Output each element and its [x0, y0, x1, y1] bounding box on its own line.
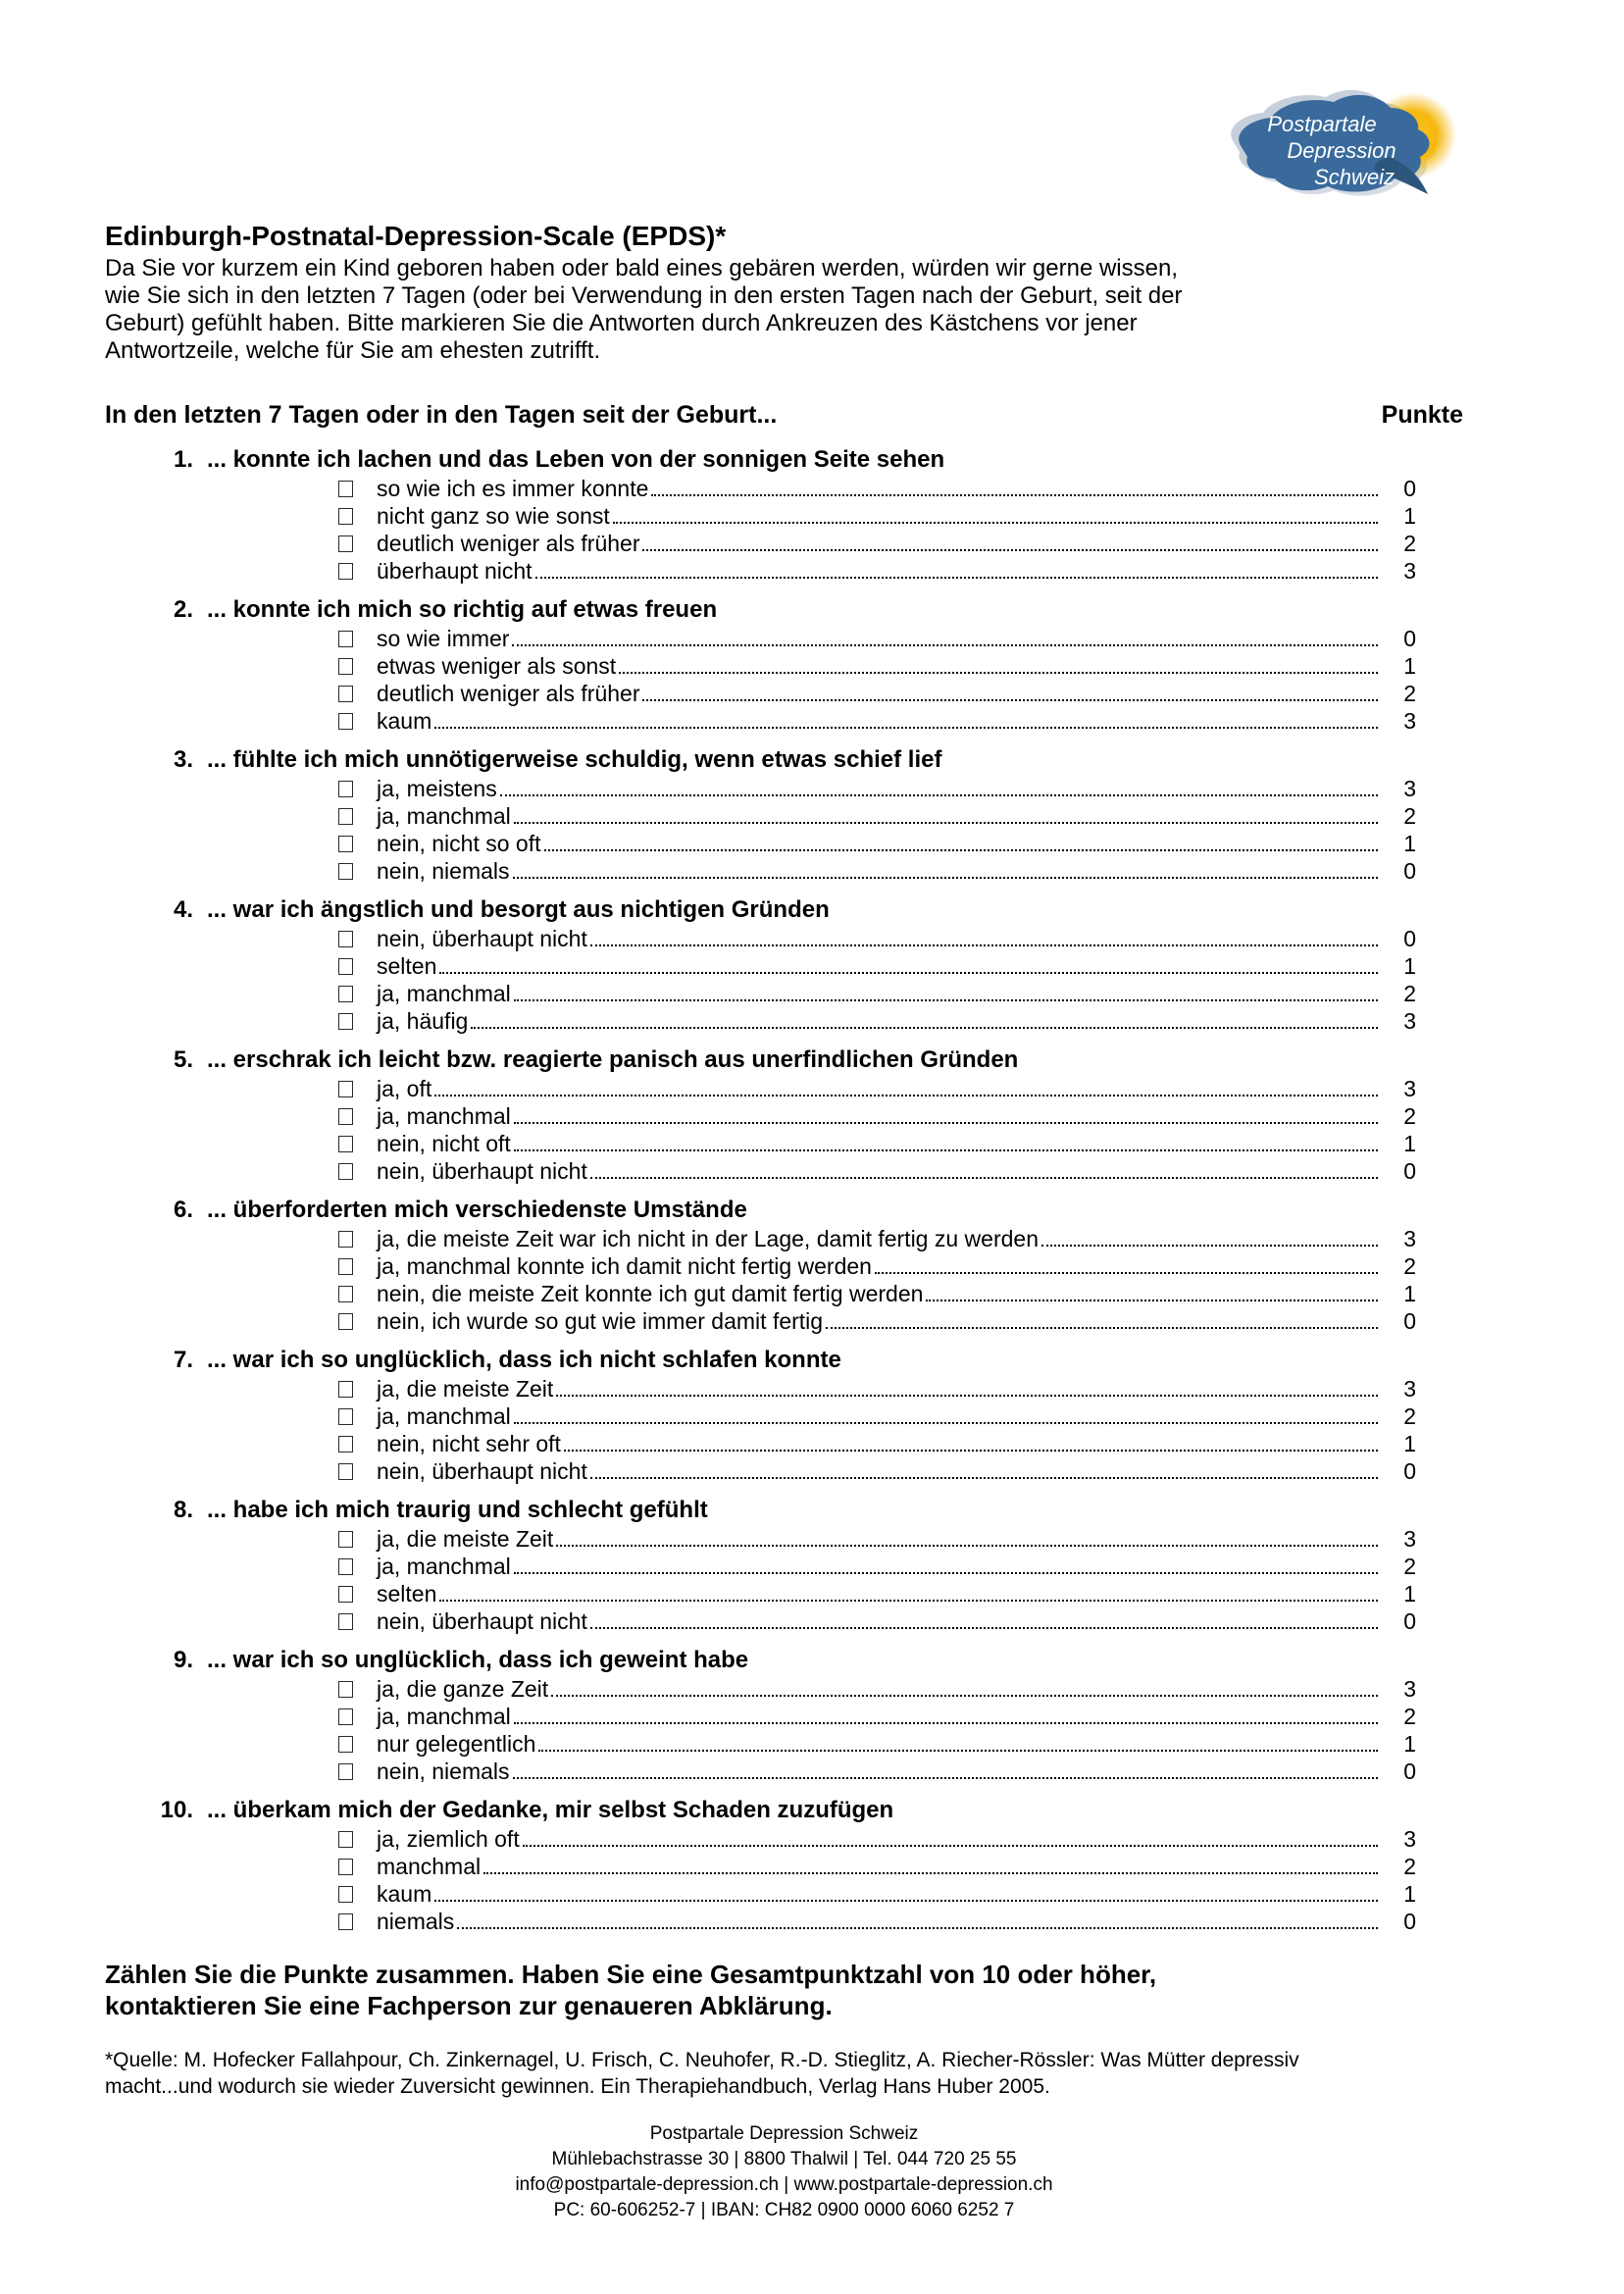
question-title: ... fühlte ich mich unnötigerweise schuldig, wenn etwas schief lief [207, 746, 942, 773]
option-label: nein, nicht so oft [377, 831, 541, 856]
question [105, 595, 1463, 735]
option-points: 2 [1403, 981, 1416, 1006]
answer-option-row [338, 775, 1416, 802]
dotted-leader [513, 877, 1378, 879]
option-checkbox[interactable] [338, 481, 353, 497]
footnote-line: macht...und wodurch sie wieder Zuversicht gewinnen. Ein Therapiehandbuch, Verlag Hans Huber 2005. [105, 2075, 1050, 2098]
option-label: nur gelegentlich [377, 1731, 536, 1757]
option-label: ja, die meiste Zeit [377, 1376, 554, 1402]
dotted-leader [826, 1327, 1378, 1329]
question-number: 10. [160, 1797, 193, 1823]
logo-line-3: Schweiz [1314, 165, 1395, 189]
answer-option-row [338, 475, 1416, 502]
option-points: 0 [1403, 476, 1416, 501]
dotted-leader [514, 1722, 1378, 1724]
option-points: 1 [1403, 953, 1416, 979]
option-points: 1 [1403, 653, 1416, 679]
answer-option-row [338, 1307, 1416, 1335]
page-title: Edinburgh-Postnatal-Depression-Scale (EPDS)* [105, 221, 727, 251]
option-label: deutlich weniger als früher [377, 681, 640, 706]
question-title: ... erschrak ich leicht bzw. reagierte panisch aus unerfindlichen Gründen [207, 1046, 1019, 1073]
option-checkbox[interactable] [338, 1763, 353, 1780]
question-title: ... war ich ängstlich und besorgt aus nichtigen Gründen [207, 896, 830, 923]
option-points: 3 [1403, 1826, 1416, 1852]
answer-option-row [338, 502, 1416, 530]
dotted-leader [590, 1477, 1378, 1479]
footer-line: info@postpartale-depression.ch | www.postpartale-depression.ch [515, 2174, 1053, 2195]
option-checkbox[interactable] [338, 1313, 353, 1330]
option-checkbox[interactable] [338, 1586, 353, 1603]
question-options [105, 1675, 1463, 1785]
option-checkbox[interactable] [338, 836, 353, 852]
option-checkbox[interactable] [338, 1013, 353, 1030]
dotted-leader [613, 522, 1378, 524]
option-checkbox[interactable] [338, 1286, 353, 1302]
answer-option-row [338, 1675, 1416, 1703]
option-checkbox[interactable] [338, 1859, 353, 1875]
option-checkbox[interactable] [338, 986, 353, 1002]
question-number: 9. [173, 1647, 193, 1673]
option-points: 0 [1403, 1158, 1416, 1184]
question-number: 3. [173, 746, 193, 773]
option-checkbox[interactable] [338, 1831, 353, 1848]
dotted-leader [875, 1272, 1378, 1274]
option-label: überhaupt nicht [377, 558, 533, 584]
option-checkbox[interactable] [338, 1258, 353, 1275]
option-points: 2 [1403, 1704, 1416, 1729]
option-label: ja, häufig [377, 1008, 469, 1034]
option-points: 0 [1403, 858, 1416, 884]
intro-line: Da Sie vor kurzem ein Kind geboren haben oder bald eines gebären werden, würden wir gerne wissen, [105, 255, 1178, 281]
option-points: 2 [1403, 531, 1416, 556]
dotted-leader [514, 1572, 1378, 1574]
intro-line: wie Sie sich in den letzten 7 Tagen (oder bei Verwendung in den ersten Tagen nach der Geburt, seit der [105, 282, 1183, 309]
option-label: ja, manchmal konnte ich damit nicht fertig werden [377, 1253, 872, 1279]
questions [105, 445, 1463, 1935]
dotted-leader [514, 1122, 1378, 1124]
option-points: 2 [1403, 1854, 1416, 1879]
option-label: nein, überhaupt nicht [377, 1458, 587, 1484]
option-checkbox[interactable] [338, 1163, 353, 1180]
dotted-leader [471, 1027, 1378, 1029]
option-points: 2 [1403, 1403, 1416, 1429]
question-number: 4. [173, 896, 193, 923]
dotted-leader [590, 944, 1378, 946]
question [105, 1196, 1463, 1335]
question-options [105, 625, 1463, 735]
option-points: 1 [1403, 831, 1416, 856]
dotted-leader [551, 1695, 1378, 1697]
dotted-leader [512, 644, 1378, 646]
option-label: ja, manchmal [377, 1704, 511, 1729]
option-label: ja, manchmal [377, 803, 511, 829]
logo-line-1: Postpartale [1267, 112, 1377, 136]
intro-line: Antwortzeile, welche für Sie am ehesten zutrifft. [105, 337, 601, 364]
answer-option-row [338, 925, 1416, 952]
question-options [105, 1525, 1463, 1635]
answer-option-row [338, 1553, 1416, 1580]
intro-paragraph [105, 255, 1463, 365]
question [105, 445, 1463, 585]
source-footnote [105, 2047, 1463, 2100]
answer-option-row [338, 980, 1416, 1007]
option-points: 0 [1403, 1458, 1416, 1484]
dotted-leader [535, 577, 1378, 579]
option-points: 1 [1403, 1131, 1416, 1156]
option-checkbox[interactable] [338, 1736, 353, 1753]
option-checkbox[interactable] [338, 1913, 353, 1930]
option-checkbox[interactable] [338, 781, 353, 797]
dotted-leader [434, 1900, 1378, 1902]
question [105, 1045, 1463, 1185]
dotted-leader [556, 1545, 1378, 1547]
option-label: ja, ziemlich oft [377, 1826, 520, 1852]
option-checkbox[interactable] [338, 1531, 353, 1548]
dotted-leader [439, 972, 1378, 974]
option-checkbox[interactable] [338, 1681, 353, 1698]
answer-option-row [338, 1102, 1416, 1130]
option-points: 0 [1403, 1759, 1416, 1784]
answer-option-row [338, 1007, 1416, 1035]
logo-line-2: Depression [1287, 138, 1396, 163]
question [105, 895, 1463, 1035]
option-points: 3 [1403, 1526, 1416, 1552]
option-points: 1 [1403, 1731, 1416, 1757]
option-points: 2 [1403, 803, 1416, 829]
dotted-leader [434, 727, 1378, 729]
question [105, 1346, 1463, 1485]
dotted-leader [500, 794, 1378, 796]
option-label: nein, niemals [377, 1759, 510, 1784]
answer-option-row [338, 1457, 1416, 1485]
answer-option-row [338, 1730, 1416, 1758]
option-checkbox[interactable] [338, 1436, 353, 1453]
question-number: 5. [173, 1046, 193, 1073]
option-label: nein, überhaupt nicht [377, 1158, 587, 1184]
footer-line: Mühlebachstrasse 30 | 8800 Thalwil | Tel. 044 720 25 55 [551, 2149, 1017, 2169]
option-points: 3 [1403, 558, 1416, 584]
option-label: nein, die meiste Zeit konnte ich gut damit fertig werden [377, 1281, 924, 1306]
option-checkbox[interactable] [338, 563, 353, 580]
answer-option-row [338, 1703, 1416, 1730]
answer-option-row [338, 1280, 1416, 1307]
answer-option-row [338, 707, 1416, 735]
option-checkbox[interactable] [338, 1231, 353, 1248]
answer-option-row [338, 1430, 1416, 1457]
option-points: 2 [1403, 1103, 1416, 1129]
answer-option-row [338, 1758, 1416, 1785]
option-label: nein, nicht oft [377, 1131, 511, 1156]
option-label: etwas weniger als sonst [377, 653, 617, 679]
answer-option-row [338, 1402, 1416, 1430]
question-title: ... konnte ich lachen und das Leben von der sonnigen Seite sehen [207, 446, 945, 473]
points-column-header: Punkte [1381, 401, 1463, 429]
dotted-leader [483, 1872, 1378, 1874]
option-label: selten [377, 1581, 437, 1606]
question-options [105, 925, 1463, 1035]
option-points: 2 [1403, 681, 1416, 706]
dotted-leader [523, 1845, 1378, 1847]
dotted-leader [514, 999, 1378, 1001]
question-number: 7. [173, 1347, 193, 1373]
question [105, 1796, 1463, 1935]
option-label: nicht ganz so wie sonst [377, 503, 610, 529]
question-title: ... war ich so unglücklich, dass ich geweint habe [207, 1647, 749, 1673]
option-label: ja, manchmal [377, 1103, 511, 1129]
dotted-leader [514, 1149, 1378, 1151]
option-points: 0 [1403, 1909, 1416, 1934]
option-points: 1 [1403, 1281, 1416, 1306]
intro-line: Geburt) gefühlt haben. Bitte markieren Sie die Antworten durch Ankreuzen des Kästchens vor jener [105, 310, 1138, 336]
option-points: 1 [1403, 1881, 1416, 1907]
answer-option-row [338, 530, 1416, 557]
option-checkbox[interactable] [338, 958, 353, 975]
option-points: 3 [1403, 1008, 1416, 1034]
answer-option-row [338, 1075, 1416, 1102]
closing-line: Zählen Sie die Punkte zusammen. Haben Sie eine Gesamtpunktzahl von 10 oder höher, [105, 1960, 1157, 1989]
option-label: nein, überhaupt nicht [377, 926, 587, 951]
question [105, 1646, 1463, 1785]
footer-line: PC: 60-606252-7 | IBAN: CH82 0900 0000 6060 6252 7 [553, 2200, 1015, 2220]
option-checkbox[interactable] [338, 931, 353, 947]
question-title: ... war ich so unglücklich, dass ich nicht schlafen konnte [207, 1347, 841, 1373]
question [105, 1496, 1463, 1635]
dotted-leader [514, 822, 1378, 824]
option-label: kaum [377, 708, 432, 734]
dotted-leader [514, 1422, 1378, 1424]
question-number: 1. [173, 446, 193, 473]
option-points: 1 [1403, 503, 1416, 529]
option-checkbox[interactable] [338, 1381, 353, 1398]
question-options [105, 475, 1463, 585]
question-title: ... konnte ich mich so richtig auf etwas freuen [207, 596, 718, 623]
answer-option-row [338, 1880, 1416, 1908]
question-number: 6. [173, 1197, 193, 1223]
option-label: ja, die meiste Zeit war ich nicht in der Lage, damit fertig zu werden [377, 1226, 1039, 1251]
answer-option-row [338, 680, 1416, 707]
footnote-line: *Quelle: M. Hofecker Fallahpour, Ch. Zinkernagel, U. Frisch, C. Neuhofer, R.-D. Stieglitz, A. Riecher-Rössler: Was Mütter depressiv [105, 2049, 1299, 2071]
dotted-leader [538, 1750, 1378, 1752]
question-options [105, 1825, 1463, 1935]
answer-option-row [338, 1252, 1416, 1280]
org-logo [1224, 84, 1457, 214]
answer-option-row [338, 1607, 1416, 1635]
option-points: 3 [1403, 1676, 1416, 1702]
dotted-leader [642, 549, 1378, 551]
footer-line: Postpartale Depression Schweiz [649, 2123, 919, 2144]
option-points: 0 [1403, 1308, 1416, 1334]
option-checkbox[interactable] [338, 808, 353, 825]
answer-option-row [338, 1580, 1416, 1607]
question-options [105, 775, 1463, 885]
answer-option-row [338, 1908, 1416, 1935]
option-label: kaum [377, 1881, 432, 1907]
dotted-leader [642, 699, 1378, 701]
dotted-leader [439, 1600, 1378, 1602]
dotted-leader [544, 849, 1379, 851]
option-label: nein, nicht sehr oft [377, 1431, 561, 1456]
dotted-leader [651, 494, 1378, 496]
option-checkbox[interactable] [338, 1558, 353, 1575]
option-checkbox[interactable] [338, 1108, 353, 1125]
option-label: ja, manchmal [377, 1554, 511, 1579]
answer-option-row [338, 1525, 1416, 1553]
question-options [105, 1375, 1463, 1485]
question-options [105, 1075, 1463, 1185]
option-label: ja, manchmal [377, 981, 511, 1006]
question-title: ... überkam mich der Gedanke, mir selbst Schaden zuzufügen [207, 1797, 894, 1823]
answer-option-row [338, 802, 1416, 830]
option-checkbox[interactable] [338, 535, 353, 552]
option-label: ja, manchmal [377, 1403, 511, 1429]
question-title: ... habe ich mich traurig und schlecht gefühlt [207, 1497, 708, 1523]
question-number: 2. [173, 596, 193, 623]
option-checkbox[interactable] [338, 508, 353, 525]
section-header: In den letzten 7 Tagen oder in den Tagen seit der Geburt... [105, 401, 778, 429]
closing-line: kontaktieren Sie eine Fachperson zur genaueren Abklärung. [105, 1991, 833, 2020]
option-label: niemals [377, 1909, 455, 1934]
option-checkbox[interactable] [338, 1463, 353, 1480]
answer-option-row [338, 557, 1416, 585]
question-title: ... überforderten mich verschiedenste Umstände [207, 1197, 747, 1223]
option-checkbox[interactable] [338, 631, 353, 647]
option-checkbox[interactable] [338, 863, 353, 880]
option-points: 2 [1403, 1554, 1416, 1579]
option-label: nein, niemals [377, 858, 510, 884]
option-checkbox[interactable] [338, 1136, 353, 1152]
answer-option-row [338, 952, 1416, 980]
dotted-leader [457, 1927, 1378, 1929]
option-label: ja, die ganze Zeit [377, 1676, 549, 1702]
question-number: 8. [173, 1497, 193, 1523]
option-label: nein, überhaupt nicht [377, 1608, 587, 1634]
dotted-leader [564, 1450, 1378, 1452]
option-points: 3 [1403, 1226, 1416, 1251]
option-checkbox[interactable] [338, 686, 353, 702]
answer-option-row [338, 1825, 1416, 1853]
question-options [105, 1225, 1463, 1335]
dotted-leader [619, 672, 1378, 674]
option-label: ja, meistens [377, 776, 497, 801]
option-points: 3 [1403, 1076, 1416, 1101]
answer-option-row [338, 1375, 1416, 1402]
answer-option-row [338, 1130, 1416, 1157]
dotted-leader [1041, 1245, 1378, 1247]
option-points: 0 [1403, 926, 1416, 951]
option-checkbox[interactable] [338, 1886, 353, 1903]
dotted-leader [590, 1627, 1378, 1629]
contact-footer [105, 2121, 1463, 2223]
dotted-leader [513, 1777, 1378, 1779]
question [105, 745, 1463, 885]
option-points: 3 [1403, 1376, 1416, 1402]
option-checkbox[interactable] [338, 1081, 353, 1097]
option-checkbox[interactable] [338, 713, 353, 730]
option-label: so wie immer [377, 626, 510, 651]
option-label: nein, ich wurde so gut wie immer damit fertig [377, 1308, 824, 1334]
option-label: ja, die meiste Zeit [377, 1526, 554, 1552]
answer-option-row [338, 857, 1416, 885]
answer-option-row [338, 1225, 1416, 1252]
closing-instruction [105, 1959, 1463, 2021]
answer-option-row [338, 652, 1416, 680]
option-checkbox[interactable] [338, 1613, 353, 1630]
answer-option-row [338, 1853, 1416, 1880]
logo-graphic [1224, 84, 1457, 214]
dotted-leader [556, 1395, 1378, 1397]
answer-option-row [338, 1157, 1416, 1185]
option-points: 1 [1403, 1431, 1416, 1456]
answer-option-row [338, 830, 1416, 857]
option-checkbox[interactable] [338, 1408, 353, 1425]
option-points: 1 [1403, 1581, 1416, 1606]
dotted-leader [590, 1177, 1378, 1179]
option-points: 3 [1403, 708, 1416, 734]
option-label: ja, oft [377, 1076, 432, 1101]
section-header-row [105, 400, 1463, 430]
answer-option-row [338, 625, 1416, 652]
option-label: manchmal [377, 1854, 482, 1879]
dotted-leader [926, 1300, 1378, 1301]
option-label: deutlich weniger als früher [377, 531, 640, 556]
option-label: selten [377, 953, 437, 979]
option-points: 0 [1403, 626, 1416, 651]
option-points: 0 [1403, 1608, 1416, 1634]
option-points: 3 [1403, 776, 1416, 801]
option-points: 2 [1403, 1253, 1416, 1279]
dotted-leader [434, 1095, 1378, 1096]
option-checkbox[interactable] [338, 658, 353, 675]
option-checkbox[interactable] [338, 1708, 353, 1725]
option-label: so wie ich es immer konnte [377, 476, 649, 501]
